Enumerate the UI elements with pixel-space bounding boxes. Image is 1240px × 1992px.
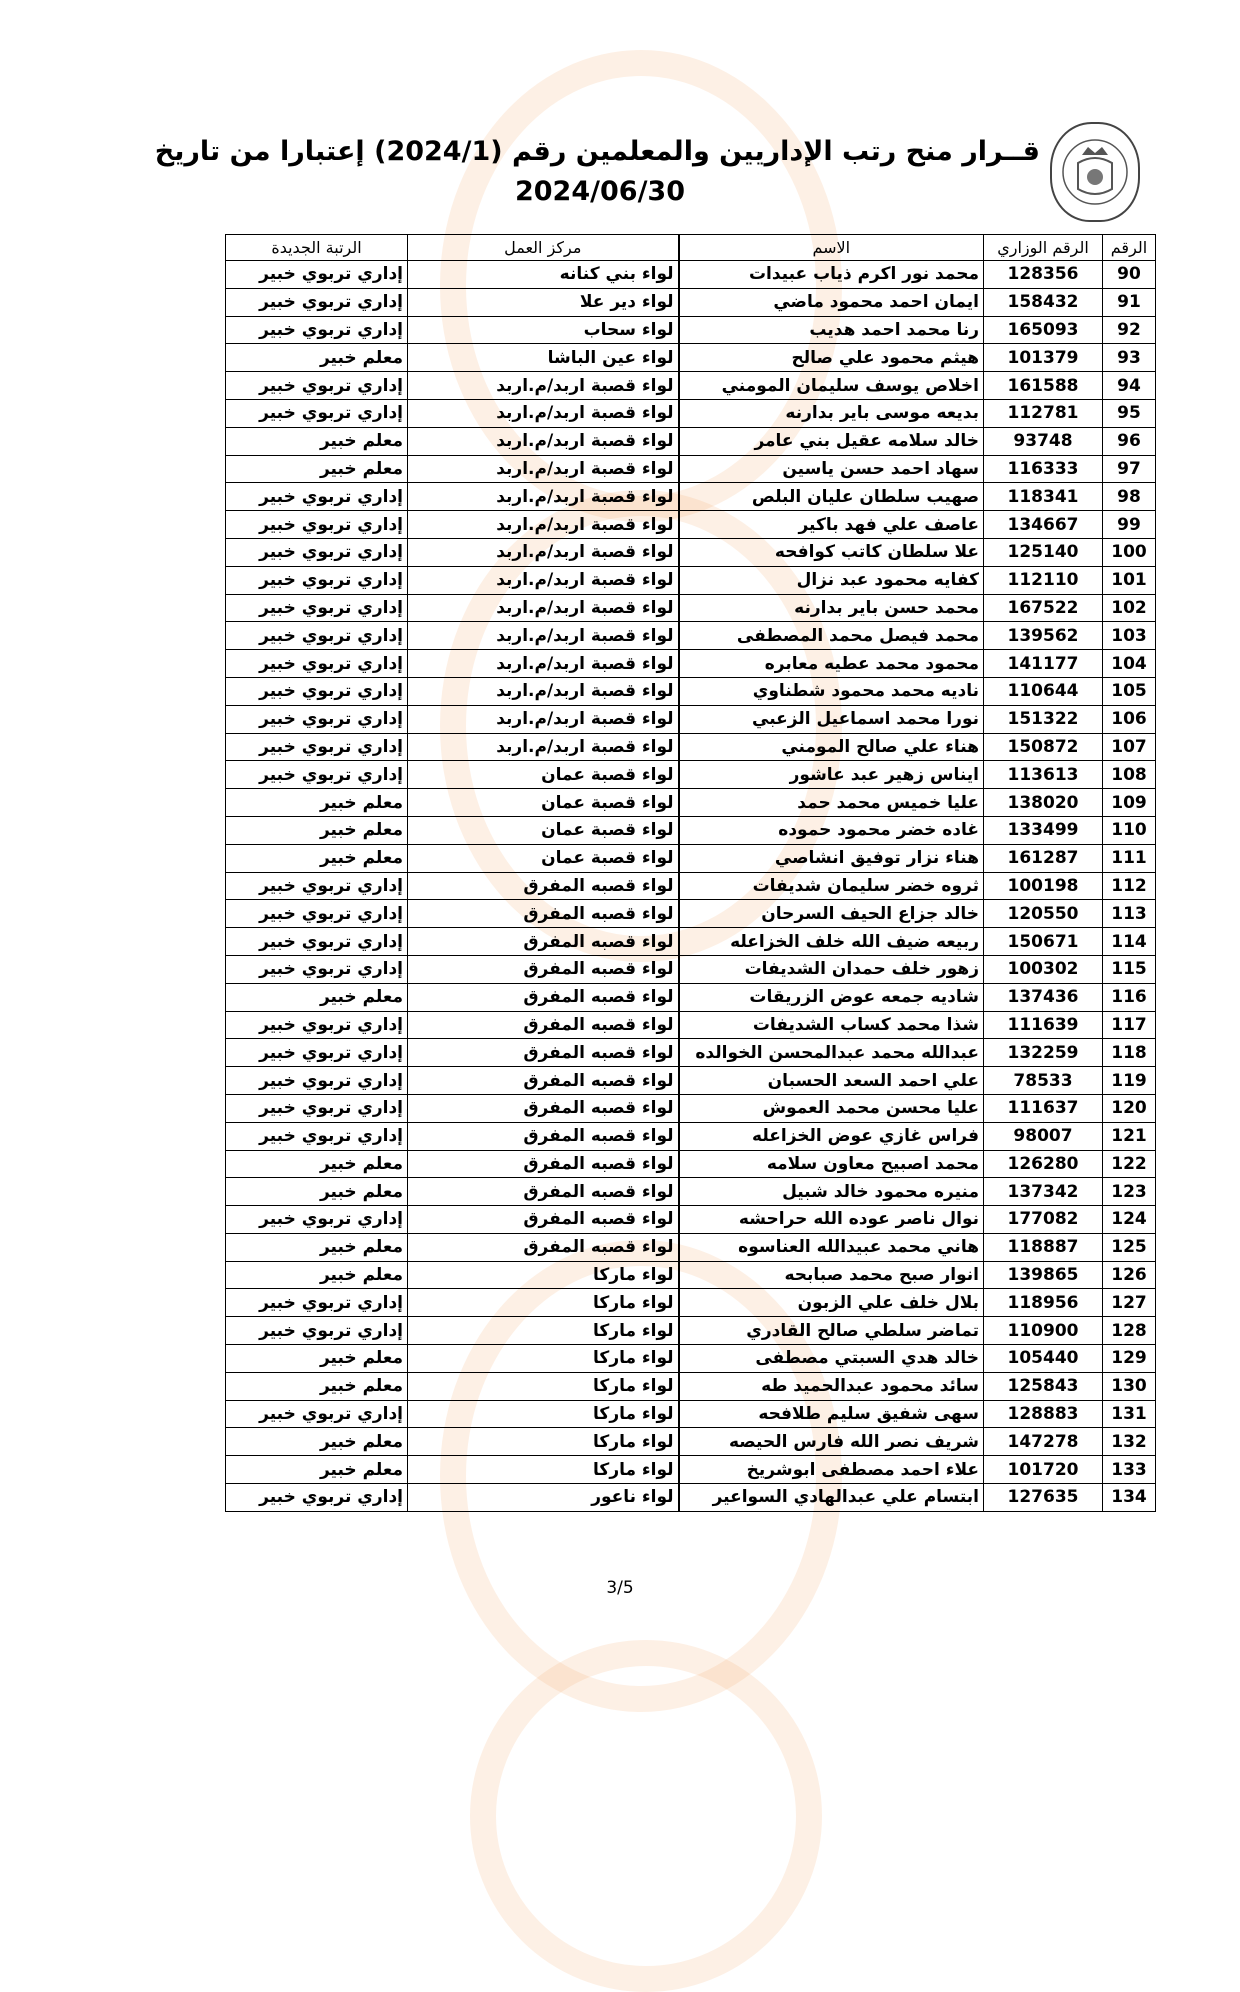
new-rank-cell: معلم خبير: [226, 455, 408, 483]
ministry-id-cell: 138020: [984, 789, 1103, 817]
work-center-cell: لواء ماركا: [408, 1400, 679, 1428]
employee-name-cell: عاصف علي فهد باكير: [679, 511, 984, 539]
row-number-cell: 104: [1103, 650, 1156, 678]
new-rank-cell: إداري تربوي خبير: [226, 1039, 408, 1067]
new-rank-cell: إداري تربوي خبير: [226, 1289, 408, 1317]
row-number-cell: 116: [1103, 983, 1156, 1011]
row-number-cell: 92: [1103, 316, 1156, 344]
employee-name-cell: شاديه جمعه عوض الزريقات: [679, 983, 984, 1011]
table-row: [226, 1261, 1156, 1289]
new-rank-cell: إداري تربوي خبير: [226, 399, 408, 427]
row-number-cell: 96: [1103, 427, 1156, 455]
ministry-id-cell: 165093: [984, 316, 1103, 344]
work-center-cell: لواء عين الباشا: [408, 344, 679, 372]
employee-name-cell: رنا محمد احمد هديب: [679, 316, 984, 344]
table-row: [226, 1456, 1156, 1484]
employee-name-cell: هناء علي صالح المومني: [679, 733, 984, 761]
row-number-cell: 100: [1103, 538, 1156, 566]
row-number-cell: 119: [1103, 1067, 1156, 1095]
row-number-cell: 107: [1103, 733, 1156, 761]
crown-emblem-icon: [1060, 133, 1130, 211]
new-rank-cell: إداري تربوي خبير: [226, 1484, 408, 1512]
work-center-cell: لواء ناعور: [408, 1484, 679, 1512]
employee-name-cell: محمد فيصل محمد المصطفى: [679, 622, 984, 650]
table-row: [226, 1233, 1156, 1261]
ministry-id-cell: 112781: [984, 399, 1103, 427]
ministry-seal-logo: [1050, 122, 1140, 222]
new-rank-cell: إداري تربوي خبير: [226, 1317, 408, 1345]
work-center-cell: لواء دير علا: [408, 288, 679, 316]
title-line-1: قــرار منح رتب الإداريين والمعلمين رقم (2024/1) إعتبارا من تاريخ: [154, 136, 1040, 167]
employee-name-cell: فراس غازي عوض الخزاعله: [679, 1122, 984, 1150]
work-center-cell: لواء قصبه المفرق: [408, 1233, 679, 1261]
employee-name-cell: ثروه خضر سليمان شديفات: [679, 872, 984, 900]
employee-name-cell: بلال خلف علي الزبون: [679, 1289, 984, 1317]
ministry-id-cell: 141177: [984, 650, 1103, 678]
employee-name-cell: غاده خضر محمود حموده: [679, 816, 984, 844]
ministry-id-cell: 116333: [984, 455, 1103, 483]
new-rank-cell: إداري تربوي خبير: [226, 261, 408, 289]
table-row: [226, 427, 1156, 455]
new-rank-cell: إداري تربوي خبير: [226, 1206, 408, 1234]
row-number-cell: 120: [1103, 1094, 1156, 1122]
new-rank-cell: معلم خبير: [226, 1372, 408, 1400]
row-number-cell: 126: [1103, 1261, 1156, 1289]
new-rank-cell: إداري تربوي خبير: [226, 566, 408, 594]
employee-name-cell: محمد اصبيح معاون سلامه: [679, 1150, 984, 1178]
new-rank-cell: إداري تربوي خبير: [226, 761, 408, 789]
work-center-cell: لواء قصبه المفرق: [408, 983, 679, 1011]
table-row: [226, 566, 1156, 594]
row-number-cell: 131: [1103, 1400, 1156, 1428]
work-center-cell: لواء قصبة عمان: [408, 844, 679, 872]
row-number-cell: 130: [1103, 1372, 1156, 1400]
work-center-cell: لواء قصبة اربد/م.اربد: [408, 566, 679, 594]
table-row: [226, 844, 1156, 872]
work-center-cell: لواء قصبه المفرق: [408, 955, 679, 983]
new-rank-cell: معلم خبير: [226, 1456, 408, 1484]
row-number-cell: 115: [1103, 955, 1156, 983]
column-header-ministry-id: الرقم الوزاري: [984, 235, 1103, 261]
row-number-cell: 114: [1103, 928, 1156, 956]
work-center-cell: لواء قصبه المفرق: [408, 872, 679, 900]
work-center-cell: لواء قصبة اربد/م.اربد: [408, 372, 679, 400]
employee-name-cell: محمد نور اكرم ذياب عبيدات: [679, 261, 984, 289]
new-rank-cell: إداري تربوي خبير: [226, 538, 408, 566]
ministry-id-cell: 137342: [984, 1178, 1103, 1206]
ministry-id-cell: 118341: [984, 483, 1103, 511]
work-center-cell: لواء قصبة اربد/م.اربد: [408, 594, 679, 622]
work-center-cell: لواء قصبة اربد/م.اربد: [408, 455, 679, 483]
ministry-id-cell: 125843: [984, 1372, 1103, 1400]
table-row: [226, 872, 1156, 900]
new-rank-cell: إداري تربوي خبير: [226, 677, 408, 705]
new-rank-cell: معلم خبير: [226, 1345, 408, 1373]
table-row: [226, 677, 1156, 705]
work-center-cell: لواء بني كنانه: [408, 261, 679, 289]
ministry-id-cell: 126280: [984, 1150, 1103, 1178]
employee-name-cell: هاني محمد عبيدالله العناسوه: [679, 1233, 984, 1261]
ministry-id-cell: 118956: [984, 1289, 1103, 1317]
ministry-id-cell: 120550: [984, 900, 1103, 928]
table-row: [226, 1039, 1156, 1067]
new-rank-cell: معلم خبير: [226, 344, 408, 372]
work-center-cell: لواء ماركا: [408, 1456, 679, 1484]
employee-name-cell: محمد حسن باير بدارنه: [679, 594, 984, 622]
row-number-cell: 108: [1103, 761, 1156, 789]
new-rank-cell: إداري تربوي خبير: [226, 872, 408, 900]
employee-name-cell: بديعه موسى باير بدارنه: [679, 399, 984, 427]
row-number-cell: 106: [1103, 705, 1156, 733]
ministry-id-cell: 113613: [984, 761, 1103, 789]
employee-name-cell: شريف نصر الله فارس الحيصه: [679, 1428, 984, 1456]
employee-name-cell: تماضر سلطي صالح القادري: [679, 1317, 984, 1345]
work-center-cell: لواء قصبه المفرق: [408, 928, 679, 956]
row-number-cell: 99: [1103, 511, 1156, 539]
ministry-id-cell: 137436: [984, 983, 1103, 1011]
new-rank-cell: إداري تربوي خبير: [226, 1400, 408, 1428]
watermark-clock: [470, 1640, 822, 1992]
table-row: [226, 733, 1156, 761]
row-number-cell: 127: [1103, 1289, 1156, 1317]
ministry-id-cell: 127635: [984, 1484, 1103, 1512]
table-row: [226, 594, 1156, 622]
column-header-new-rank: الرتبة الجديدة: [226, 235, 408, 261]
table-row: [226, 761, 1156, 789]
table-row: [226, 1317, 1156, 1345]
ministry-id-cell: 139562: [984, 622, 1103, 650]
table-row: [226, 372, 1156, 400]
work-center-cell: لواء قصبة اربد/م.اربد: [408, 733, 679, 761]
work-center-cell: لواء قصبة اربد/م.اربد: [408, 677, 679, 705]
row-number-cell: 132: [1103, 1428, 1156, 1456]
ministry-id-cell: 110644: [984, 677, 1103, 705]
column-header-work-center: مركز العمل: [408, 235, 679, 261]
row-number-cell: 110: [1103, 816, 1156, 844]
employee-name-cell: علي احمد السعد الحسبان: [679, 1067, 984, 1095]
work-center-cell: لواء ماركا: [408, 1261, 679, 1289]
new-rank-cell: إداري تربوي خبير: [226, 511, 408, 539]
new-rank-cell: إداري تربوي خبير: [226, 1067, 408, 1095]
ministry-id-cell: 98007: [984, 1122, 1103, 1150]
employee-name-cell: نورا محمد اسماعيل الزعبي: [679, 705, 984, 733]
employee-name-cell: سهى شفيق سليم طلافحه: [679, 1400, 984, 1428]
ministry-id-cell: 105440: [984, 1345, 1103, 1373]
table-row: [226, 1122, 1156, 1150]
title-date: 2024/06/30: [514, 176, 685, 207]
row-number-cell: 111: [1103, 844, 1156, 872]
table-row: [226, 455, 1156, 483]
new-rank-cell: معلم خبير: [226, 1150, 408, 1178]
ministry-id-cell: 111637: [984, 1094, 1103, 1122]
row-number-cell: 113: [1103, 900, 1156, 928]
work-center-cell: لواء ماركا: [408, 1428, 679, 1456]
ministry-id-cell: 101379: [984, 344, 1103, 372]
row-number-cell: 101: [1103, 566, 1156, 594]
table-row: [226, 1206, 1156, 1234]
table-row: [226, 622, 1156, 650]
table-row: [226, 344, 1156, 372]
table-row: [226, 1372, 1156, 1400]
row-number-cell: 124: [1103, 1206, 1156, 1234]
table-row: [226, 261, 1156, 289]
row-number-cell: 91: [1103, 288, 1156, 316]
row-number-cell: 129: [1103, 1345, 1156, 1373]
new-rank-cell: إداري تربوي خبير: [226, 900, 408, 928]
row-number-cell: 125: [1103, 1233, 1156, 1261]
table-row: [226, 511, 1156, 539]
ministry-id-cell: 150671: [984, 928, 1103, 956]
work-center-cell: لواء قصبه المفرق: [408, 1122, 679, 1150]
ministry-id-cell: 101720: [984, 1456, 1103, 1484]
row-number-cell: 112: [1103, 872, 1156, 900]
employee-name-cell: علا سلطان كاتب كوافحه: [679, 538, 984, 566]
table-row: [226, 1150, 1156, 1178]
work-center-cell: لواء ماركا: [408, 1345, 679, 1373]
row-number-cell: 121: [1103, 1122, 1156, 1150]
row-number-cell: 102: [1103, 594, 1156, 622]
table-row: [226, 1011, 1156, 1039]
work-center-cell: لواء قصبه المفرق: [408, 1094, 679, 1122]
new-rank-cell: معلم خبير: [226, 844, 408, 872]
employee-name-cell: اخلاص يوسف سليمان المومني: [679, 372, 984, 400]
ministry-id-cell: 158432: [984, 288, 1103, 316]
new-rank-cell: إداري تربوي خبير: [226, 372, 408, 400]
table-row: [226, 1289, 1156, 1317]
ministry-id-cell: 132259: [984, 1039, 1103, 1067]
new-rank-cell: معلم خبير: [226, 1261, 408, 1289]
employee-name-cell: ايمان احمد محمود ماضي: [679, 288, 984, 316]
table-row: [226, 1345, 1156, 1373]
new-rank-cell: إداري تربوي خبير: [226, 955, 408, 983]
employee-name-cell: منيره محمود خالد شبيل: [679, 1178, 984, 1206]
table-header-row: [226, 235, 1156, 261]
table-row: [226, 816, 1156, 844]
table-row: [226, 288, 1156, 316]
new-rank-cell: معلم خبير: [226, 1178, 408, 1206]
table-row: [226, 789, 1156, 817]
work-center-cell: لواء قصبة اربد/م.اربد: [408, 427, 679, 455]
new-rank-cell: إداري تربوي خبير: [226, 1011, 408, 1039]
ministry-id-cell: 100198: [984, 872, 1103, 900]
work-center-cell: لواء قصبه المفرق: [408, 1039, 679, 1067]
work-center-cell: لواء قصبة اربد/م.اربد: [408, 399, 679, 427]
new-rank-cell: إداري تربوي خبير: [226, 316, 408, 344]
work-center-cell: لواء قصبة اربد/م.اربد: [408, 650, 679, 678]
new-rank-cell: إداري تربوي خبير: [226, 705, 408, 733]
new-rank-cell: إداري تربوي خبير: [226, 1094, 408, 1122]
row-number-cell: 118: [1103, 1039, 1156, 1067]
new-rank-cell: معلم خبير: [226, 427, 408, 455]
new-rank-cell: إداري تربوي خبير: [226, 928, 408, 956]
row-number-cell: 94: [1103, 372, 1156, 400]
ministry-id-cell: 151322: [984, 705, 1103, 733]
new-rank-cell: معلم خبير: [226, 1428, 408, 1456]
employee-name-cell: ايناس زهير عبد عاشور: [679, 761, 984, 789]
new-rank-cell: معلم خبير: [226, 816, 408, 844]
table-row: [226, 983, 1156, 1011]
new-rank-cell: معلم خبير: [226, 1233, 408, 1261]
row-number-cell: 117: [1103, 1011, 1156, 1039]
work-center-cell: لواء قصبة عمان: [408, 789, 679, 817]
table-row: [226, 1484, 1156, 1512]
ministry-id-cell: 161287: [984, 844, 1103, 872]
work-center-cell: لواء قصبة اربد/م.اربد: [408, 705, 679, 733]
employee-name-cell: كفايه محمود عبد نزال: [679, 566, 984, 594]
ministry-id-cell: 128883: [984, 1400, 1103, 1428]
row-number-cell: 90: [1103, 261, 1156, 289]
employee-name-cell: شذا محمد كساب الشديفات: [679, 1011, 984, 1039]
table-row: [226, 1400, 1156, 1428]
ministry-id-cell: 147278: [984, 1428, 1103, 1456]
employee-name-cell: سهاد احمد حسن ياسين: [679, 455, 984, 483]
ministry-id-cell: 125140: [984, 538, 1103, 566]
employee-name-cell: خالد هدي السبتي مصطفى: [679, 1345, 984, 1373]
row-number-cell: 134: [1103, 1484, 1156, 1512]
work-center-cell: لواء ماركا: [408, 1317, 679, 1345]
work-center-cell: لواء سحاب: [408, 316, 679, 344]
row-number-cell: 93: [1103, 344, 1156, 372]
table-row: [226, 900, 1156, 928]
ministry-id-cell: 134667: [984, 511, 1103, 539]
ministry-id-cell: 118887: [984, 1233, 1103, 1261]
employee-name-cell: ابتسام علي عبدالهادي السواعير: [679, 1484, 984, 1512]
ministry-id-cell: 150872: [984, 733, 1103, 761]
document-title: [154, 132, 1040, 212]
work-center-cell: لواء قصبه المفرق: [408, 1067, 679, 1095]
employee-name-cell: صهيب سلطان عليان البلص: [679, 483, 984, 511]
ministry-id-cell: 111639: [984, 1011, 1103, 1039]
ministry-id-cell: 112110: [984, 566, 1103, 594]
table-row: [226, 928, 1156, 956]
table-row: [226, 1094, 1156, 1122]
ministry-id-cell: 167522: [984, 594, 1103, 622]
table-row: [226, 650, 1156, 678]
new-rank-cell: إداري تربوي خبير: [226, 733, 408, 761]
ministry-id-cell: 110900: [984, 1317, 1103, 1345]
employee-name-cell: ربيعه ضيف الله خلف الخزاعله: [679, 928, 984, 956]
employee-name-cell: هناء نزار توفيق انشاصي: [679, 844, 984, 872]
work-center-cell: لواء قصبة اربد/م.اربد: [408, 483, 679, 511]
work-center-cell: لواء قصبة اربد/م.اربد: [408, 511, 679, 539]
row-number-cell: 105: [1103, 677, 1156, 705]
row-number-cell: 95: [1103, 399, 1156, 427]
ministry-id-cell: 161588: [984, 372, 1103, 400]
row-number-cell: 133: [1103, 1456, 1156, 1484]
employee-name-cell: محمود محمد عطيه معابره: [679, 650, 984, 678]
ministry-id-cell: 133499: [984, 816, 1103, 844]
employee-name-cell: عليا خميس محمد حمد: [679, 789, 984, 817]
table-row: [226, 955, 1156, 983]
ministry-id-cell: 139865: [984, 1261, 1103, 1289]
row-number-cell: 97: [1103, 455, 1156, 483]
new-rank-cell: معلم خبير: [226, 983, 408, 1011]
work-center-cell: لواء قصبه المفرق: [408, 1178, 679, 1206]
employee-name-cell: ناديه محمد محمود شطناوي: [679, 677, 984, 705]
employee-name-cell: هيثم محمود علي صالح: [679, 344, 984, 372]
work-center-cell: لواء قصبة اربد/م.اربد: [408, 622, 679, 650]
ministry-id-cell: 177082: [984, 1206, 1103, 1234]
work-center-cell: لواء قصبة عمان: [408, 761, 679, 789]
employee-name-cell: سائد محمود عبدالحميد طه: [679, 1372, 984, 1400]
work-center-cell: لواء قصبه المفرق: [408, 1150, 679, 1178]
employee-name-cell: خالد جزاع الحيف السرحان: [679, 900, 984, 928]
employee-name-cell: خالد سلامه عقيل بني عامر: [679, 427, 984, 455]
new-rank-cell: إداري تربوي خبير: [226, 1122, 408, 1150]
row-number-cell: 98: [1103, 483, 1156, 511]
new-rank-cell: إداري تربوي خبير: [226, 483, 408, 511]
ministry-id-cell: 93748: [984, 427, 1103, 455]
table-row: [226, 316, 1156, 344]
ministry-id-cell: 78533: [984, 1067, 1103, 1095]
work-center-cell: لواء قصبه المفرق: [408, 1011, 679, 1039]
employee-name-cell: علاء احمد مصطفى ابوشريخ: [679, 1456, 984, 1484]
row-number-cell: 128: [1103, 1317, 1156, 1345]
employee-name-cell: انوار صبح محمد صبابحه: [679, 1261, 984, 1289]
work-center-cell: لواء ماركا: [408, 1289, 679, 1317]
employee-name-cell: زهور خلف حمدان الشديفات: [679, 955, 984, 983]
row-number-cell: 103: [1103, 622, 1156, 650]
new-rank-cell: إداري تربوي خبير: [226, 594, 408, 622]
employee-name-cell: نوال ناصر عوده الله حراحشه: [679, 1206, 984, 1234]
work-center-cell: لواء قصبة عمان: [408, 816, 679, 844]
page-number: 3/5: [606, 1578, 634, 1598]
table-row: [226, 1067, 1156, 1095]
table-row: [226, 1428, 1156, 1456]
employee-name-cell: عليا محسن محمد العموش: [679, 1094, 984, 1122]
table-row: [226, 483, 1156, 511]
work-center-cell: لواء قصبة اربد/م.اربد: [408, 538, 679, 566]
row-number-cell: 109: [1103, 789, 1156, 817]
new-rank-cell: إداري تربوي خبير: [226, 622, 408, 650]
table-row: [226, 399, 1156, 427]
work-center-cell: لواء قصبه المفرق: [408, 1206, 679, 1234]
promotions-table: [225, 234, 1156, 1512]
column-header-number: الرقم: [1103, 235, 1156, 261]
column-header-name: الاسم: [679, 235, 984, 261]
table-row: [226, 538, 1156, 566]
row-number-cell: 122: [1103, 1150, 1156, 1178]
employee-name-cell: عبدالله محمد عبدالمحسن الخوالده: [679, 1039, 984, 1067]
new-rank-cell: إداري تربوي خبير: [226, 650, 408, 678]
work-center-cell: لواء قصبه المفرق: [408, 900, 679, 928]
row-number-cell: 123: [1103, 1178, 1156, 1206]
ministry-id-cell: 100302: [984, 955, 1103, 983]
ministry-id-cell: 128356: [984, 261, 1103, 289]
new-rank-cell: إداري تربوي خبير: [226, 288, 408, 316]
work-center-cell: لواء ماركا: [408, 1372, 679, 1400]
table-row: [226, 1178, 1156, 1206]
new-rank-cell: معلم خبير: [226, 789, 408, 817]
table-row: [226, 705, 1156, 733]
